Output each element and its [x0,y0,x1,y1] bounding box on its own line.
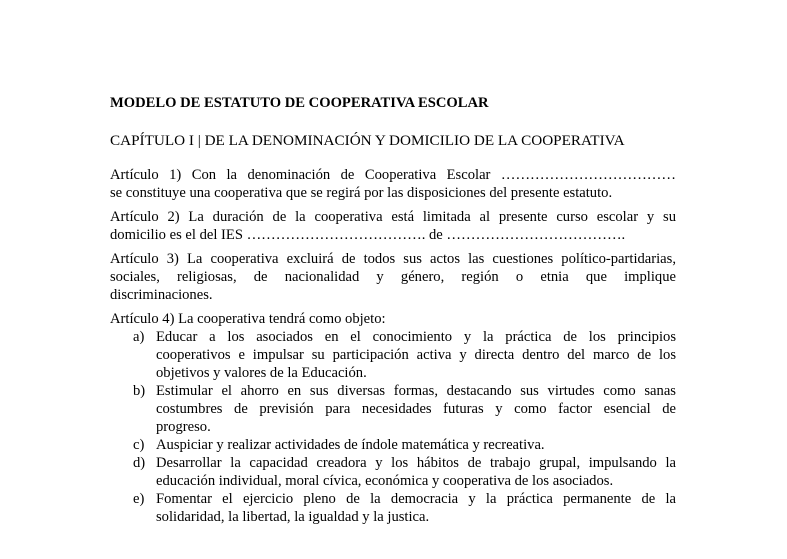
text-line: sociales, religiosas, de nacionalidad y género, región o etnia que implique [110,269,676,285]
objective-label: b) [133,383,146,399]
document-title: MODELO DE ESTATUTO DE COOPERATIVA ESCOLAR [110,95,489,111]
text-line: Fomentar el ejercicio pleno de la democracia y la práctica permanente de la [156,491,676,507]
objective-label: c) [133,437,145,453]
text-line: Artículo 2) La duración de la cooperativa está limitada al presente curso escolar y su [110,209,676,225]
text-line: Auspiciar y realizar actividades de índole matemática y recreativa. [156,437,545,453]
text-line: progreso. [156,419,211,435]
text-line: Educar a los asociados en el conocimiento y la práctica de los principios [156,329,676,345]
text-line: cooperativos e impulsar su participación activa y directa dentro del marco de los [156,347,676,363]
article-3 [110,250,676,304]
document-page [110,94,676,526]
text-line: domicilio es el del IES ………………………………. de ………………………………. [110,227,626,243]
article-2 [110,208,676,244]
objective-label: a) [133,329,145,345]
text-line: educación individual, moral cívica, económica y cooperativa de los asociados. [156,473,614,489]
article-1 [110,166,676,202]
chapter-heading: CAPÍTULO I | DE LA DENOMINACIÓN Y DOMICILIO DE LA COOPERATIVA [110,132,625,149]
text-line: Artículo 3) La cooperativa excluirá de todos sus actos las cuestiones político-partidarias, [110,251,676,267]
text-line: Desarrollar la capacidad creadora y los hábitos de trabajo grupal, impulsando la [156,455,676,471]
articles [110,166,676,328]
article-4 [110,310,676,328]
objectives-list [110,328,676,526]
text-line: discriminaciones. [110,287,213,303]
text-line: se constituye una cooperativa que se regirá por las disposiciones del presente estatuto. [110,185,613,201]
objective-item [110,328,676,382]
text-line: solidaridad, la libertad, la igualdad y la justica. [156,509,430,525]
objective-item [110,454,676,490]
objective-item [110,436,676,454]
text-line: objetivos y valores de la Educación. [156,365,367,381]
text-line: Artículo 1) Con la denominación de Cooperativa Escolar ……………………………… [110,167,676,183]
objective-label: d) [133,455,146,471]
text-line: costumbres de previsión para necesidades futuras y como factor esencial de [156,401,676,417]
objective-item [110,490,676,526]
objective-label: e) [133,491,145,507]
text-line: Artículo 4) La cooperativa tendrá como objeto: [110,311,386,327]
objective-item [110,382,676,436]
text-line: Estimular el ahorro en sus diversas formas, destacando sus virtudes como sanas [156,383,676,399]
